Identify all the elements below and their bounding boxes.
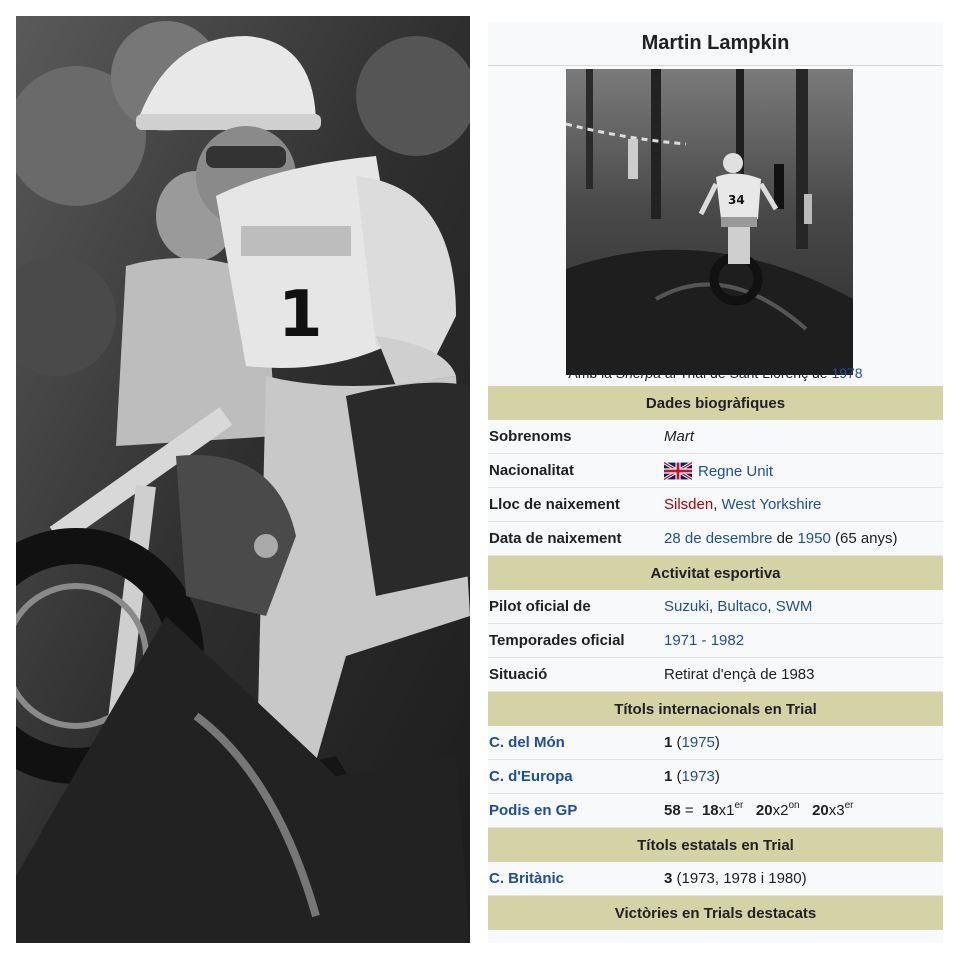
row-birthdate — [488, 522, 943, 556]
row-nationality — [488, 454, 943, 488]
team-separator: , — [709, 598, 718, 615]
gp-equals: = — [680, 802, 698, 819]
world-championship-link[interactable]: C. del Món — [489, 734, 565, 751]
birthdate-label: Data de naixement — [489, 530, 622, 547]
nickname-value — [664, 428, 943, 445]
seasons-link[interactable]: 1971 - 1982 — [664, 632, 745, 649]
british-count: 3 — [664, 870, 673, 887]
row-europe-championship — [488, 760, 943, 794]
uk-flag-icon — [664, 462, 692, 480]
seasons-label: Temporades oficial — [489, 632, 625, 649]
british-championship-link[interactable]: C. Britànic — [489, 870, 565, 887]
infobox-rows — [488, 386, 943, 930]
section-intl-titles: Títols internacionals en Trial — [488, 692, 943, 726]
infobox — [488, 22, 943, 943]
rider-photo-drawing — [16, 16, 470, 943]
infobox-photo-drawing — [566, 69, 853, 375]
europe-count: 1 — [664, 768, 673, 785]
world-count: 1 — [664, 734, 673, 751]
europe-championship-link[interactable]: C. d'Europa — [489, 768, 573, 785]
section-notable-wins: Victòries en Trials destacats — [488, 896, 943, 930]
caption-text-mid: al Trial de Sant Llorenç de — [661, 365, 832, 381]
gp-podiums-value — [664, 802, 943, 819]
infobox-caption — [488, 360, 943, 386]
svg-text:1: 1 — [278, 278, 323, 352]
birthdate-de: de — [772, 530, 798, 547]
infobox-photo[interactable] — [566, 69, 853, 375]
birthplace-label: Lloc de naixement — [489, 496, 620, 513]
birthdate-year-link[interactable]: 1950 — [797, 530, 831, 547]
section-sport: Activitat esportiva — [488, 556, 943, 590]
official-teams-value — [664, 598, 943, 615]
seasons-value — [664, 632, 943, 649]
infobox-title: Martin Lampkin — [488, 22, 943, 66]
gp-first-sup: er — [734, 800, 744, 811]
svg-text:34: 34 — [728, 193, 745, 207]
gp-third-sup: er — [844, 800, 854, 811]
europe-championship-value: 1 (1973) — [664, 768, 720, 785]
nationality-value — [664, 462, 943, 480]
nationality-label: Nacionalitat — [489, 462, 575, 479]
gp-third-count: 20 — [812, 802, 829, 819]
gp-second-count: 20 — [755, 802, 773, 819]
row-status — [488, 658, 943, 692]
row-birthplace — [488, 488, 943, 522]
row-world-championship — [488, 726, 943, 760]
row-british-championship — [488, 862, 943, 896]
caption-year-link[interactable]: 1978 — [831, 365, 863, 381]
status-value: Retirat d'ençà de 1983 — [664, 666, 815, 683]
nickname-text: Mart — [664, 428, 694, 445]
world-championship-value: 1 (1975) — [664, 734, 720, 751]
europe-year-link[interactable]: 1973 — [681, 768, 715, 785]
section-bio: Dades biogràfiques — [488, 386, 943, 420]
rider-photo — [16, 16, 470, 943]
team-separator: , — [767, 598, 776, 615]
birthdate-age: (65 anys) — [830, 530, 898, 547]
nickname-label: Sobrenoms — [489, 428, 572, 445]
caption-text-pre: Amb la — [568, 365, 616, 381]
team-link-swm[interactable]: SWM — [775, 598, 813, 615]
birthdate-day-link[interactable]: 28 de desembre — [664, 530, 773, 547]
caption-bike: Sherpa — [615, 365, 662, 381]
gp-second-x: x2 — [772, 802, 789, 819]
birthplace-separator: , — [713, 496, 722, 513]
row-gp-podiums — [488, 794, 943, 828]
status-label: Situació — [489, 666, 548, 683]
birthplace-region-link[interactable]: West Yorkshire — [721, 496, 822, 513]
gp-first-count: 18 — [701, 802, 719, 819]
gp-first-x: x1 — [718, 802, 735, 819]
british-championship-value — [664, 870, 943, 887]
gp-third-x: x3 — [828, 802, 845, 819]
gp-podiums-link[interactable]: Podis en GP — [489, 802, 578, 819]
birthplace-town-link[interactable]: Silsden — [664, 496, 714, 513]
row-official-teams — [488, 590, 943, 624]
section-national-titles: Títols estatals en Trial — [488, 828, 943, 862]
gp-second-sup: on — [788, 800, 800, 811]
british-years: (1973, 1978 i 1980) — [672, 870, 807, 887]
gp-total: 58 — [664, 802, 681, 819]
row-seasons — [488, 624, 943, 658]
nationality-link[interactable]: Regne Unit — [698, 462, 774, 480]
team-link-suzuki[interactable]: Suzuki — [664, 598, 710, 615]
world-year-link[interactable]: 1975 — [681, 734, 715, 751]
row-nickname — [488, 420, 943, 454]
team-link-bultaco[interactable]: Bultaco — [717, 598, 768, 615]
birthdate-value — [664, 530, 943, 547]
official-teams-label: Pilot oficial de — [489, 598, 591, 615]
birthplace-value — [664, 496, 943, 513]
